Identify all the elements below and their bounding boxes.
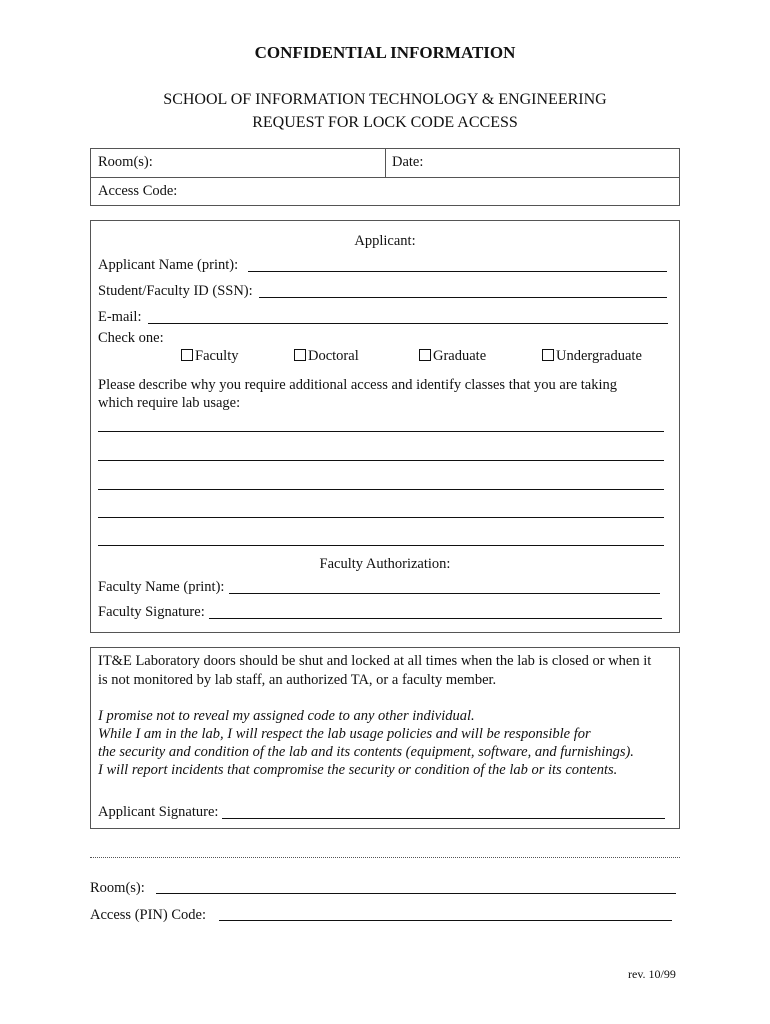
date-label: Date: — [392, 154, 424, 170]
footer-rooms-field[interactable] — [156, 893, 676, 894]
applicant-signature-label: Applicant Signature: — [98, 804, 219, 820]
faculty-name-label: Faculty Name (print): — [98, 579, 225, 595]
promise-text: the security and condition of the lab and its contents (equipment, software, and furnishings). — [98, 744, 634, 760]
date-field[interactable] — [432, 150, 676, 175]
doctoral-option-label: Doctoral — [308, 348, 359, 364]
checkbox-icon — [542, 349, 554, 361]
divider — [91, 177, 679, 178]
access-code-label: Access Code: — [98, 183, 178, 199]
applicant-signature-field[interactable] — [222, 818, 665, 819]
student-id-label: Student/Faculty ID (SSN): — [98, 283, 253, 299]
policy-text: IT&E Laboratory doors should be shut and locked at all times when the lab is closed or when it — [98, 653, 652, 669]
faculty-authorization-heading: Faculty Authorization: — [319, 556, 451, 572]
cut-line — [90, 857, 680, 858]
undergraduate-option-label: Undergraduate — [556, 348, 642, 364]
pin-code-field[interactable] — [219, 920, 672, 921]
applicant-heading: Applicant: — [354, 233, 416, 249]
policy-text: is not monitored by lab staff, an authorized TA, or a faculty member. — [98, 672, 497, 688]
graduate-checkbox[interactable] — [419, 348, 486, 365]
doctoral-checkbox[interactable] — [294, 348, 359, 365]
pin-code-label: Access (PIN) Code: — [90, 907, 206, 923]
student-id-field[interactable] — [259, 297, 667, 298]
access-code-field[interactable] — [185, 179, 675, 204]
revision-label: rev. 10/99 — [628, 967, 676, 981]
promise-text: While I am in the lab, I will respect the lab usage policies and will be responsible for — [98, 726, 591, 742]
rooms-label: Room(s): — [98, 154, 153, 170]
divider — [385, 149, 386, 177]
form-title: REQUEST FOR LOCK CODE ACCESS — [252, 114, 518, 131]
rooms-field[interactable] — [160, 150, 382, 175]
describe-text: which require lab usage: — [98, 395, 241, 411]
faculty-signature-label: Faculty Signature: — [98, 604, 205, 620]
email-field[interactable] — [148, 323, 668, 324]
faculty-checkbox[interactable] — [181, 348, 239, 365]
promise-text: I promise not to reveal my assigned code to any other individual. — [98, 708, 475, 724]
reason-line-3[interactable] — [98, 489, 664, 490]
check-one-label: Check one: — [98, 330, 164, 346]
email-label: E-mail: — [98, 309, 142, 325]
reason-line-1[interactable] — [98, 431, 664, 432]
checkbox-icon — [419, 349, 431, 361]
reason-line-5[interactable] — [98, 545, 664, 546]
checkbox-icon — [181, 349, 193, 361]
undergraduate-checkbox[interactable] — [542, 348, 642, 365]
faculty-option-label: Faculty — [195, 348, 239, 364]
checkbox-icon — [294, 349, 306, 361]
faculty-name-field[interactable] — [229, 593, 660, 594]
graduate-option-label: Graduate — [433, 348, 487, 364]
confidential-heading: CONFIDENTIAL INFORMATION — [254, 43, 516, 62]
promise-text: I will report incidents that compromise the security or condition of the lab or its contents. — [98, 762, 618, 778]
footer-rooms-label: Room(s): — [90, 880, 145, 896]
faculty-signature-field[interactable] — [209, 618, 662, 619]
applicant-name-label: Applicant Name (print): — [98, 257, 239, 273]
school-heading: SCHOOL OF INFORMATION TECHNOLOGY & ENGINEERING — [163, 91, 607, 108]
reason-line-4[interactable] — [98, 517, 664, 518]
reason-line-2[interactable] — [98, 460, 664, 461]
applicant-name-field[interactable] — [248, 271, 667, 272]
describe-text: Please describe why you require additional access and identify classes that you are taking — [98, 377, 618, 393]
